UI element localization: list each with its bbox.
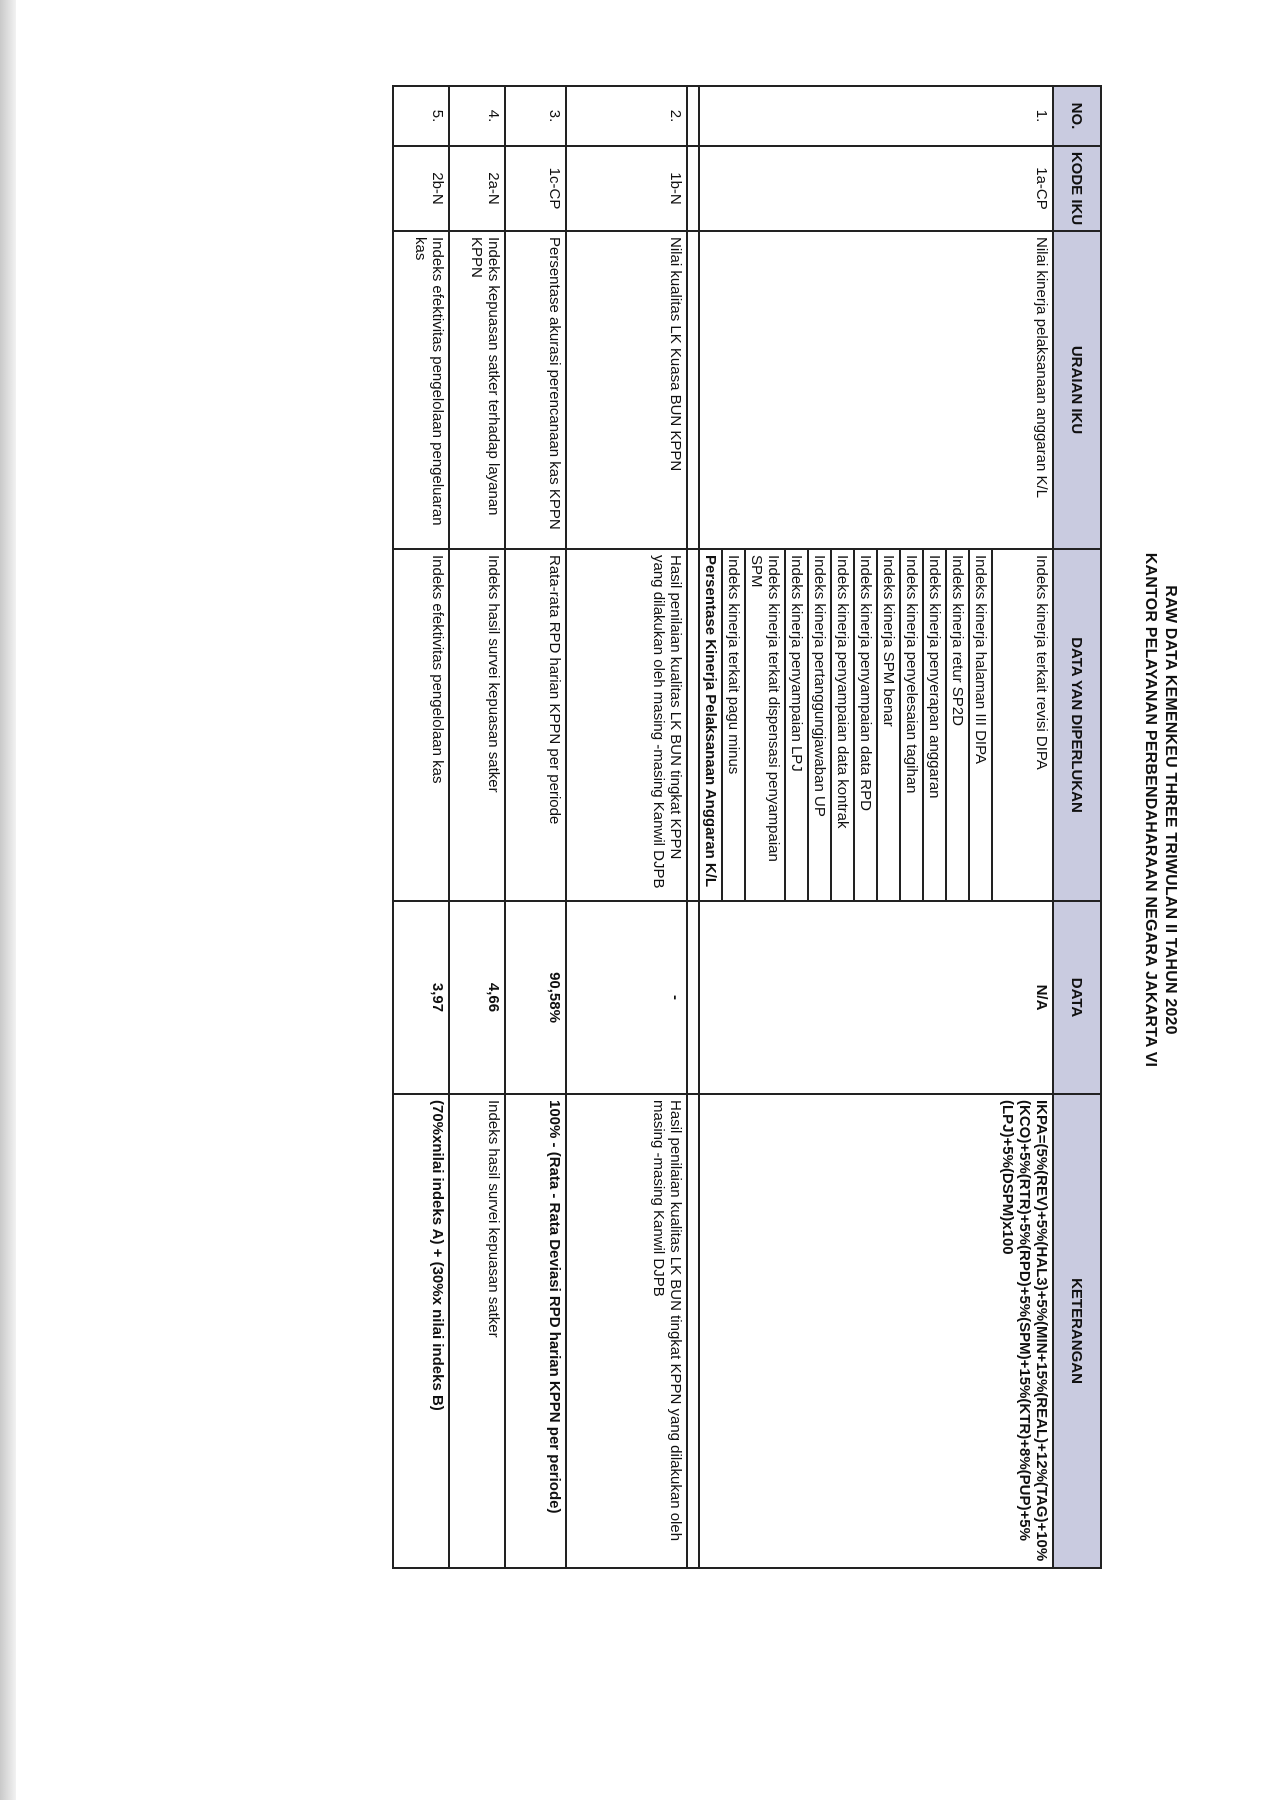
row5-kode: 2b-N bbox=[393, 146, 449, 231]
row1-uraian: Nilai kinerja pelaksanaan anggaran K/L bbox=[699, 231, 1053, 549]
row3-uraian: Persentase akurasi perencanaan kas KPPN bbox=[505, 231, 566, 549]
row5-data-diperlukan: Indeks efektivitas pengelolaan kas bbox=[393, 549, 449, 901]
row1-item-2: Indeks kinerja halaman III DIPA bbox=[969, 549, 992, 901]
header-no: NO. bbox=[1053, 86, 1101, 146]
row4-uraian: Indeks kepuasan satker terhadap layanan KPPN bbox=[449, 231, 505, 549]
table-header-row bbox=[1053, 86, 1101, 1568]
table-row bbox=[393, 86, 449, 1568]
row1-item-5: Indeks kinerja penyelesaian tagihan bbox=[900, 549, 923, 901]
row2-uraian: Nilai kualitas LK Kuasa BUN KPPN bbox=[566, 231, 687, 549]
row1-item-3: Indeks kinerja retur SP2D bbox=[946, 549, 969, 901]
table-separator-row bbox=[687, 86, 699, 1568]
document-subtitle: KANTOR PELAYANAN PERBENDAHARAAN NEGARA JAKARTA VI bbox=[1142, 552, 1159, 1068]
row1-item-10: Indeks kinerja penyampaian LPJ bbox=[785, 549, 808, 901]
row1-item-4: Indeks kinerja penyerapan anggaran bbox=[923, 549, 946, 901]
row1-kode: 1a-CP bbox=[699, 146, 1053, 231]
row1-item-1: Indeks kinerja terkait revisi DIPA bbox=[992, 549, 1053, 901]
table-row bbox=[566, 86, 687, 1568]
row1-item-8: Indeks kinerja penyampaian data kontrak bbox=[831, 549, 854, 901]
row1-item-11: Indeks kinerja terkait dispensasi penyampaian SPM bbox=[745, 549, 785, 901]
row5-data: 3,97 bbox=[393, 901, 449, 1094]
header-data-diperlukan: DATA YAN DIPERLUKAN bbox=[1053, 549, 1101, 901]
row1-data: N/A bbox=[699, 901, 1053, 1094]
row4-data: 4,66 bbox=[449, 901, 505, 1094]
row5-no: 5. bbox=[393, 86, 449, 146]
header-keterangan: KETERANGAN bbox=[1053, 1094, 1101, 1568]
row2-data-diperlukan: Hasil penilaian kualitas LK BUN tingkat KPPN yang dilakukan oleh masing -masing Kanwil DJPB bbox=[566, 549, 687, 901]
row1-item-6: Indeks kinerja SPM benar bbox=[877, 549, 900, 901]
row2-kode: 1b-N bbox=[566, 146, 687, 231]
row1-item-7: Indeks kinerja penyampaian data RPD bbox=[854, 549, 877, 901]
row4-data-diperlukan: Indeks hasil survei kepuasan satker bbox=[449, 549, 505, 901]
header-kode: KODE IKU bbox=[1053, 146, 1101, 231]
table-row bbox=[992, 86, 1053, 1568]
row1-item-9: Indeks kinerja pertanggungjawaban UP bbox=[808, 549, 831, 901]
header-uraian: URAIAN IKU bbox=[1053, 231, 1101, 549]
document-page bbox=[274, 0, 1274, 1620]
row1-item-13: Persentase Kinerja Pelaksanaan Anggaran K/L bbox=[699, 549, 722, 901]
row3-kode: 1c-CP bbox=[505, 146, 566, 231]
row4-no: 4. bbox=[449, 86, 505, 146]
row1-keterangan: IKPA=(5%(REV)+5%(HAL3)+5%(MIN+15%(REAL)+12%(TAG)+10%(KCO)+5%(RTR)+5%(RPD)+5%(SPM)+15%(KTR)+8%(PUP)+5%(LPJ)+5%(DSPM)x100 bbox=[699, 1094, 1053, 1568]
iku-table bbox=[392, 85, 1102, 1569]
scan-edge bbox=[0, 0, 16, 1800]
row4-kode: 2a-N bbox=[449, 146, 505, 231]
row2-data: - bbox=[566, 901, 687, 1094]
row1-item-12: Indeks kinerja terkait pagu minus bbox=[722, 549, 745, 901]
row5-keterangan: (70%xnilai indeks A) + (30%x nilai indeks B) bbox=[393, 1094, 449, 1568]
row3-no: 3. bbox=[505, 86, 566, 146]
document-title: RAW DATA KEMENKEU THREE TRIWULAN II TAHUN 2020 bbox=[1162, 585, 1179, 1035]
header-data: DATA bbox=[1053, 901, 1101, 1094]
table-row bbox=[449, 86, 505, 1568]
row4-keterangan: Indeks hasil survei kepuasan satker bbox=[449, 1094, 505, 1568]
row2-keterangan: Hasil penilaian kualitas LK BUN tingkat KPPN yang dilakukan oleh masing -masing Kanwil DJPB bbox=[566, 1094, 687, 1568]
row1-no: 1. bbox=[699, 86, 1053, 146]
row3-keterangan: 100% - (Rata - Rata Deviasi RPD harian KPPN per periode) bbox=[505, 1094, 566, 1568]
table-row bbox=[505, 86, 566, 1568]
row3-data: 90,58% bbox=[505, 901, 566, 1094]
row2-no: 2. bbox=[566, 86, 687, 146]
row3-data-diperlukan: Rata-rata RPD harian KPPN per periode bbox=[505, 549, 566, 901]
row5-uraian: Indeks efektivitas pengelolaan pengeluaran kas bbox=[393, 231, 449, 549]
